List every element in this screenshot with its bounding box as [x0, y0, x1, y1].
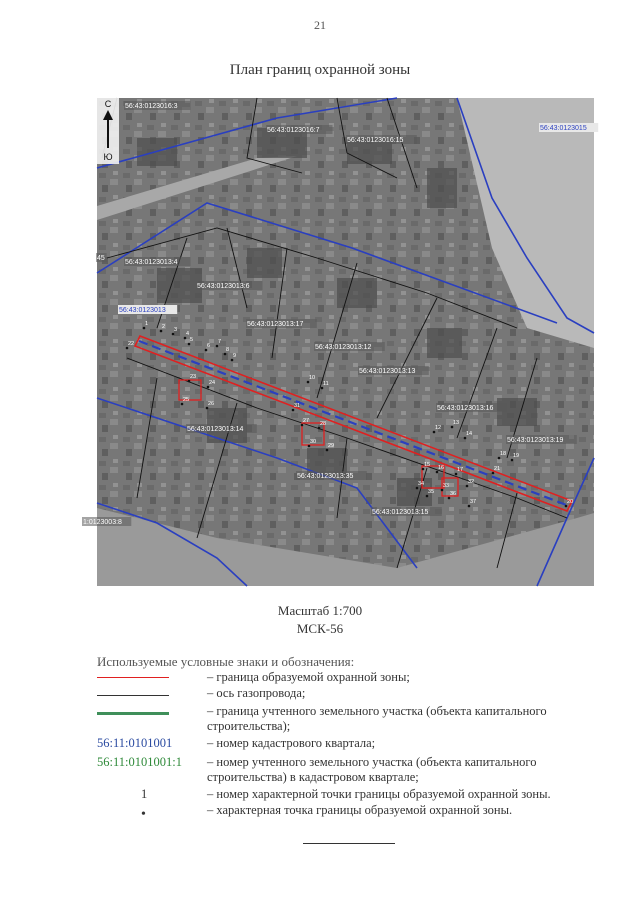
legend-heading: Используемые условные знаки и обозначения:	[97, 654, 355, 669]
legend-item-point-number	[97, 787, 577, 803]
characteristic-point	[451, 426, 454, 429]
characteristic-point	[464, 437, 467, 440]
parcel-label	[186, 424, 257, 433]
characteristic-point	[126, 347, 129, 350]
characteristic-point	[308, 445, 311, 448]
point-number: 6	[207, 343, 211, 349]
point-number: 1	[145, 321, 149, 327]
characteristic-point	[318, 427, 321, 430]
characteristic-point	[468, 505, 471, 508]
legend-item-zone-boundary	[97, 670, 577, 686]
point-number: 10	[309, 375, 316, 381]
legend-text: – номер учтенного земельного участка (объекта капитального строительства) в кадастровом квартале;	[207, 755, 537, 784]
point-number: 26	[208, 401, 215, 407]
compass-north: С	[104, 99, 112, 109]
point-number: 24	[209, 380, 216, 386]
point-number: 35	[428, 489, 435, 495]
point-dot-sample: •	[141, 807, 146, 822]
page-number: 21	[314, 18, 326, 32]
map-frame[interactable]	[83, 98, 594, 586]
svg-text:56:43:0123013:35: 56:43:0123013:35	[297, 473, 354, 480]
characteristic-point	[184, 337, 187, 340]
svg-text:56:43:0123013:14: 56:43:0123013:14	[187, 426, 244, 433]
characteristic-point	[160, 330, 163, 333]
point-number: 19	[513, 453, 520, 459]
svg-text:56:43:0123013:19: 56:43:0123013:19	[507, 437, 564, 444]
characteristic-point	[143, 327, 146, 330]
characteristic-point	[307, 381, 310, 384]
crs-text: МСК-56	[296, 621, 344, 636]
point-number: 12	[435, 425, 442, 431]
characteristic-point	[565, 505, 568, 508]
characteristic-point	[207, 386, 210, 389]
point-number: 17	[457, 467, 464, 473]
parcel-code-sample: 56:11:0101001:1	[97, 755, 182, 769]
point-number: 32	[468, 479, 475, 485]
characteristic-point	[433, 431, 436, 434]
point-number: 34	[418, 481, 425, 487]
quarter-code-sample: 56:11:0101001	[97, 736, 173, 750]
parcel-label	[436, 403, 507, 412]
parcel-label	[196, 281, 263, 290]
compass-rose	[97, 98, 119, 164]
point-number: 30	[310, 439, 317, 445]
svg-text:56:43:0123013:16: 56:43:0123013:16	[437, 405, 494, 412]
svg-text:56:43:0123013:15: 56:43:0123013:15	[372, 509, 429, 516]
parcel-label	[82, 517, 131, 526]
characteristic-point	[498, 457, 501, 460]
characteristic-point	[426, 495, 429, 498]
characteristic-point	[206, 407, 209, 410]
parcel-label	[371, 507, 442, 516]
characteristic-point	[511, 459, 514, 462]
parcel-label	[314, 342, 385, 351]
svg-text:56:43:0123016:7: 56:43:0123016:7	[267, 127, 320, 134]
parcel-label	[506, 435, 577, 444]
point-number: 3	[174, 327, 178, 333]
point-number-sample: 1	[141, 787, 148, 801]
point-number: 36	[450, 491, 457, 497]
legend-text: – номер кадастрового квартала;	[207, 736, 376, 750]
svg-text:56:43:0123013:12: 56:43:0123013:12	[315, 344, 372, 351]
parcel-label	[96, 253, 107, 262]
green-line-symbol	[97, 712, 169, 715]
parcel-label	[266, 125, 333, 134]
footer-rule	[303, 843, 395, 844]
legend-text: – ось газопровода;	[207, 686, 306, 700]
characteristic-point	[492, 472, 495, 475]
characteristic-point	[205, 349, 208, 352]
parcel-label	[246, 319, 317, 328]
point-number: 15	[424, 462, 431, 468]
point-number: 37	[470, 499, 477, 505]
legend-item-pipeline-axis	[97, 686, 577, 702]
point-number: 33	[443, 483, 450, 489]
legend-item-parcel-number	[97, 755, 577, 785]
svg-text:56:43:0123013:6: 56:43:0123013:6	[197, 283, 250, 290]
characteristic-point	[422, 468, 425, 471]
characteristic-point	[455, 473, 458, 476]
parcel-label	[124, 101, 191, 110]
parcel-label	[296, 471, 367, 480]
characteristic-point	[188, 343, 191, 346]
characteristic-point	[416, 487, 419, 490]
legend-item-quarter-number	[97, 736, 577, 752]
point-number: 8	[226, 347, 230, 353]
svg-text:56:43:0123013:13: 56:43:0123013:13	[359, 368, 416, 375]
characteristic-point	[441, 489, 444, 492]
point-number: 31	[294, 403, 301, 409]
point-number: 20	[567, 499, 574, 505]
svg-text:56:43:0123016:15: 56:43:0123016:15	[347, 137, 404, 144]
black-line-symbol	[97, 695, 169, 696]
scale-block	[0, 602, 640, 638]
compass-south: Ю	[103, 152, 113, 162]
legend-text: – граница учтенного земельного участка (объекта капитального строительства);	[207, 704, 547, 733]
point-number: 29	[328, 443, 335, 449]
point-number: 14	[466, 431, 473, 437]
point-number: 7	[218, 339, 222, 345]
parcel-label	[124, 257, 191, 266]
characteristic-point	[301, 424, 304, 427]
characteristic-point	[181, 403, 184, 406]
legend-item-point	[97, 803, 577, 821]
characteristic-point	[321, 387, 324, 390]
point-number: 21	[494, 466, 501, 472]
characteristic-point	[436, 471, 439, 474]
parcel-label	[346, 135, 417, 144]
svg-text:56:43:0123015: 56:43:0123015	[540, 125, 587, 132]
page-title: План границ охранной зоны	[229, 62, 411, 78]
scale-text: Масштаб 1:700	[277, 603, 363, 618]
svg-text:56:43:0123016:3: 56:43:0123016:3	[125, 103, 178, 110]
characteristic-point	[216, 345, 219, 348]
svg-text:56:43:0123013:17: 56:43:0123013:17	[247, 321, 304, 328]
red-line-symbol	[97, 677, 169, 678]
legend-text: – номер характерной точки границы образуемой охранной зоны.	[207, 787, 551, 801]
characteristic-point	[172, 333, 175, 336]
point-number: 27	[303, 418, 310, 424]
characteristic-point	[224, 353, 227, 356]
point-number: 16	[438, 465, 445, 471]
quarter-label	[539, 123, 598, 132]
characteristic-point	[448, 497, 451, 500]
svg-text:1:0123003:8: 1:0123003:8	[83, 519, 122, 526]
point-number: 18	[500, 451, 507, 457]
point-number: 5	[190, 337, 194, 343]
point-number: 28	[320, 421, 327, 427]
svg-text:45: 45	[97, 255, 105, 262]
point-number: 11	[323, 381, 329, 387]
characteristic-point	[231, 359, 234, 362]
quarter-label	[118, 305, 177, 314]
point-number: 22	[128, 341, 135, 347]
point-number: 25	[183, 397, 190, 403]
aerial-map[interactable]	[83, 98, 594, 586]
legend-text: – граница образуемой охранной зоны;	[207, 670, 410, 684]
legend-item-parcel-boundary	[97, 704, 577, 734]
characteristic-point	[326, 449, 329, 452]
point-number: 23	[190, 374, 197, 380]
characteristic-point	[466, 485, 469, 488]
characteristic-point	[188, 380, 191, 383]
parcel-label	[358, 366, 429, 375]
point-number: 13	[453, 420, 460, 426]
svg-text:56:43:0123013: 56:43:0123013	[119, 307, 166, 314]
svg-text:56:43:0123013:4: 56:43:0123013:4	[125, 259, 178, 266]
legend-text: – характерная точка границы образуемой охранной зоны.	[207, 803, 513, 817]
point-number: 2	[162, 324, 166, 330]
characteristic-point	[292, 409, 295, 412]
point-number: 9	[233, 353, 237, 359]
point-number: 4	[186, 331, 190, 337]
